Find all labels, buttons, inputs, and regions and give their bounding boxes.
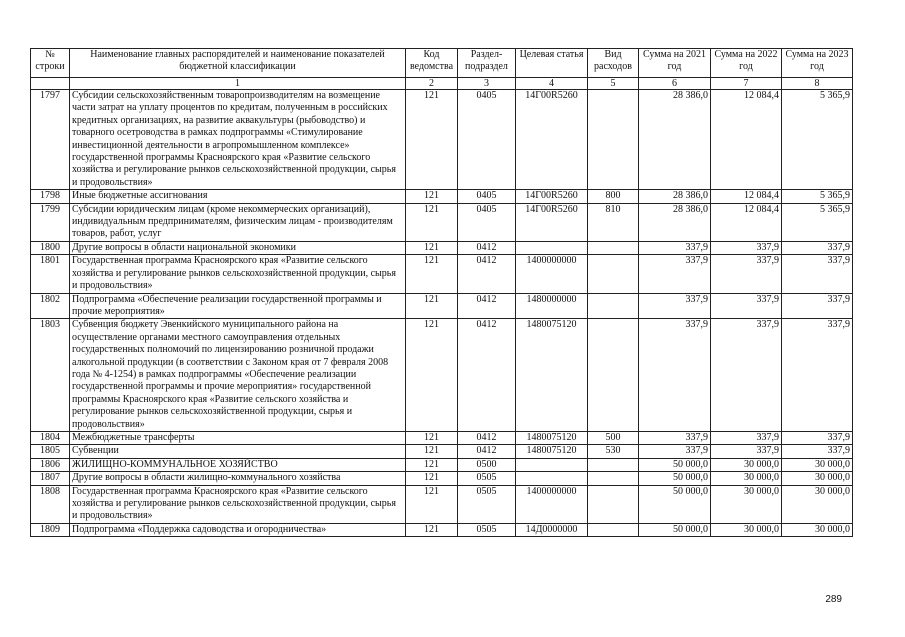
row-sum-2022: 30 000,0 bbox=[711, 485, 782, 523]
column-number: 7 bbox=[711, 78, 782, 90]
row-name: Подпрограмма «Обеспечение реализации государственной программы и прочие мероприятия» bbox=[70, 293, 406, 319]
column-number: 1 bbox=[70, 78, 406, 90]
row-razdel: 0412 bbox=[458, 319, 516, 432]
row-razdel: 0505 bbox=[458, 485, 516, 523]
row-sum-2021: 28 386,0 bbox=[639, 90, 711, 190]
row-number: 1803 bbox=[31, 319, 70, 432]
table-row bbox=[31, 203, 853, 241]
row-target: 1400000000 bbox=[516, 485, 588, 523]
row-target: 1400000000 bbox=[516, 255, 588, 293]
row-ved: 121 bbox=[406, 431, 458, 444]
row-vr bbox=[588, 255, 639, 293]
column-number: 4 bbox=[516, 78, 588, 90]
row-number: 1807 bbox=[31, 472, 70, 485]
header-row bbox=[31, 49, 853, 78]
row-target: 14Г00R5260 bbox=[516, 90, 588, 190]
row-sum-2022: 337,9 bbox=[711, 445, 782, 458]
row-sum-2023: 337,9 bbox=[782, 241, 853, 254]
row-vr bbox=[588, 241, 639, 254]
row-razdel: 0412 bbox=[458, 431, 516, 444]
row-vr bbox=[588, 458, 639, 471]
row-sum-2023: 337,9 bbox=[782, 431, 853, 444]
row-number: 1808 bbox=[31, 485, 70, 523]
row-sum-2022: 337,9 bbox=[711, 293, 782, 319]
row-sum-2023: 5 365,9 bbox=[782, 203, 853, 241]
row-sum-2022: 30 000,0 bbox=[711, 458, 782, 471]
table-row bbox=[31, 523, 853, 536]
row-name: Подпрограмма «Поддержка садоводства и огородничества» bbox=[70, 523, 406, 536]
row-sum-2022: 337,9 bbox=[711, 431, 782, 444]
row-razdel: 0412 bbox=[458, 293, 516, 319]
row-number: 1799 bbox=[31, 203, 70, 241]
header-cell-name: Наименование главных распорядителей и наименование показателей бюджетной классификации bbox=[70, 49, 406, 78]
header-cell-ved: Код ведомства bbox=[406, 49, 458, 78]
row-vr bbox=[588, 485, 639, 523]
table-row bbox=[31, 319, 853, 432]
table-row bbox=[31, 445, 853, 458]
header-cell-2023: Сумма на 2023 год bbox=[782, 49, 853, 78]
table-row bbox=[31, 458, 853, 471]
row-target bbox=[516, 241, 588, 254]
row-vr bbox=[588, 472, 639, 485]
header-cell-vr: Вид расходов bbox=[588, 49, 639, 78]
row-sum-2022: 12 084,4 bbox=[711, 203, 782, 241]
table-body bbox=[31, 90, 853, 537]
row-sum-2021: 50 000,0 bbox=[639, 485, 711, 523]
row-ved: 121 bbox=[406, 90, 458, 190]
row-name: Государственная программа Красноярского края «Развитие сельского хозяйства и регулирование рынков сельскохозяйственной продукции, сырья и продовольствия» bbox=[70, 485, 406, 523]
row-name: Межбюджетные трансферты bbox=[70, 431, 406, 444]
table-row bbox=[31, 190, 853, 203]
row-sum-2022: 337,9 bbox=[711, 319, 782, 432]
header-cell-2021: Сумма на 2021 год bbox=[639, 49, 711, 78]
row-name: Государственная программа Красноярского края «Развитие сельского хозяйства и регулирование рынков сельскохозяйственной продукции, сырья и продовольствия» bbox=[70, 255, 406, 293]
row-ved: 121 bbox=[406, 472, 458, 485]
row-sum-2021: 337,9 bbox=[639, 319, 711, 432]
row-name: Субсидии сельскохозяйственным товаропроизводителям на возмещение части затрат на уплату процентов по кредитам, полученным в российских кредитных организациях, на развитие аквакультуры (рыбоводство) и товарного осетроводства в рамках подпрограммы «Стимулирование инвестиционной деятельности в агропромышленном комплексе» государственной программы Красноярского края «Развитие сельского хозяйства и регулирование рынков сельскохозяйственной продукции, сырья и продовольствия» bbox=[70, 90, 406, 190]
header-cell-razdel: Раздел-подраздел bbox=[458, 49, 516, 78]
row-vr bbox=[588, 90, 639, 190]
row-target: 1480075120 bbox=[516, 319, 588, 432]
row-sum-2023: 5 365,9 bbox=[782, 190, 853, 203]
row-ved: 121 bbox=[406, 445, 458, 458]
row-sum-2022: 12 084,4 bbox=[711, 90, 782, 190]
column-number: 6 bbox=[639, 78, 711, 90]
row-vr: 800 bbox=[588, 190, 639, 203]
header-cell-cs: Целевая статья bbox=[516, 49, 588, 78]
row-target: 1480075120 bbox=[516, 445, 588, 458]
row-number: 1809 bbox=[31, 523, 70, 536]
row-vr: 810 bbox=[588, 203, 639, 241]
row-vr bbox=[588, 293, 639, 319]
row-vr bbox=[588, 523, 639, 536]
column-number: 3 bbox=[458, 78, 516, 90]
row-name: Другие вопросы в области жилищно-коммунального хозяйства bbox=[70, 472, 406, 485]
table-row bbox=[31, 241, 853, 254]
row-name: Субсидии юридическим лицам (кроме некоммерческих организаций), индивидуальным предпринимателям, физическим лицам - производителям товаров, работ, услуг bbox=[70, 203, 406, 241]
header-cell-2022: Сумма на 2022 год bbox=[711, 49, 782, 78]
row-number: 1800 bbox=[31, 241, 70, 254]
row-target: 1480000000 bbox=[516, 293, 588, 319]
row-sum-2023: 30 000,0 bbox=[782, 485, 853, 523]
table-row bbox=[31, 90, 853, 190]
row-sum-2023: 30 000,0 bbox=[782, 523, 853, 536]
column-number-row bbox=[31, 78, 853, 90]
row-name: ЖИЛИЩНО-КОММУНАЛЬНОЕ ХОЗЯЙСТВО bbox=[70, 458, 406, 471]
row-ved: 121 bbox=[406, 190, 458, 203]
row-sum-2021: 337,9 bbox=[639, 293, 711, 319]
row-ved: 121 bbox=[406, 241, 458, 254]
row-sum-2021: 50 000,0 bbox=[639, 523, 711, 536]
row-razdel: 0505 bbox=[458, 472, 516, 485]
row-ved: 121 bbox=[406, 255, 458, 293]
row-number: 1806 bbox=[31, 458, 70, 471]
row-name: Субвенции bbox=[70, 445, 406, 458]
row-sum-2022: 12 084,4 bbox=[711, 190, 782, 203]
row-ved: 121 bbox=[406, 523, 458, 536]
table-row bbox=[31, 293, 853, 319]
row-sum-2021: 337,9 bbox=[639, 255, 711, 293]
row-razdel: 0505 bbox=[458, 523, 516, 536]
row-target: 14Г00R5260 bbox=[516, 203, 588, 241]
row-sum-2021: 28 386,0 bbox=[639, 190, 711, 203]
row-sum-2021: 337,9 bbox=[639, 241, 711, 254]
row-ved: 121 bbox=[406, 319, 458, 432]
row-sum-2021: 50 000,0 bbox=[639, 458, 711, 471]
row-vr: 530 bbox=[588, 445, 639, 458]
row-sum-2023: 30 000,0 bbox=[782, 472, 853, 485]
row-ved: 121 bbox=[406, 203, 458, 241]
row-sum-2021: 50 000,0 bbox=[639, 472, 711, 485]
row-razdel: 0500 bbox=[458, 458, 516, 471]
row-razdel: 0405 bbox=[458, 203, 516, 241]
row-sum-2023: 337,9 bbox=[782, 445, 853, 458]
row-sum-2023: 337,9 bbox=[782, 319, 853, 432]
row-sum-2022: 337,9 bbox=[711, 241, 782, 254]
row-sum-2021: 28 386,0 bbox=[639, 203, 711, 241]
column-number: 5 bbox=[588, 78, 639, 90]
column-number bbox=[31, 78, 70, 90]
row-number: 1802 bbox=[31, 293, 70, 319]
budget-table bbox=[30, 48, 853, 537]
row-sum-2023: 5 365,9 bbox=[782, 90, 853, 190]
column-number: 8 bbox=[782, 78, 853, 90]
row-target: 1480075120 bbox=[516, 431, 588, 444]
row-sum-2022: 337,9 bbox=[711, 255, 782, 293]
row-sum-2022: 30 000,0 bbox=[711, 472, 782, 485]
row-ved: 121 bbox=[406, 485, 458, 523]
row-number: 1804 bbox=[31, 431, 70, 444]
row-sum-2023: 337,9 bbox=[782, 255, 853, 293]
row-vr: 500 bbox=[588, 431, 639, 444]
row-razdel: 0405 bbox=[458, 90, 516, 190]
row-ved: 121 bbox=[406, 458, 458, 471]
row-razdel: 0412 bbox=[458, 445, 516, 458]
header-cell-num: № строки bbox=[31, 49, 70, 78]
row-number: 1798 bbox=[31, 190, 70, 203]
row-razdel: 0412 bbox=[458, 241, 516, 254]
row-sum-2023: 337,9 bbox=[782, 293, 853, 319]
row-name: Иные бюджетные ассигнования bbox=[70, 190, 406, 203]
table-row bbox=[31, 431, 853, 444]
row-target bbox=[516, 472, 588, 485]
row-razdel: 0412 bbox=[458, 255, 516, 293]
row-number: 1797 bbox=[31, 90, 70, 190]
row-number: 1805 bbox=[31, 445, 70, 458]
row-ved: 121 bbox=[406, 293, 458, 319]
row-sum-2022: 30 000,0 bbox=[711, 523, 782, 536]
row-razdel: 0405 bbox=[458, 190, 516, 203]
table-row bbox=[31, 255, 853, 293]
table-row bbox=[31, 472, 853, 485]
page-number: 289 bbox=[825, 594, 842, 605]
row-target bbox=[516, 458, 588, 471]
row-sum-2021: 337,9 bbox=[639, 431, 711, 444]
table-row bbox=[31, 485, 853, 523]
row-target: 14Г00R5260 bbox=[516, 190, 588, 203]
row-vr bbox=[588, 319, 639, 432]
row-sum-2021: 337,9 bbox=[639, 445, 711, 458]
row-target: 14Д0000000 bbox=[516, 523, 588, 536]
row-name: Другие вопросы в области национальной экономики bbox=[70, 241, 406, 254]
row-name: Субвенция бюджету Эвенкийского муниципального района на осуществление органами местного самоуправления отдельных государственных полномочий по лицензированию розничной продажи алкогольной продукции (в соответствии с Законом края от 7 февраля 2008 года № 4-1254) в рамках подпрограммы «Обеспечение реализации государственной программы и прочие мероприятия» государственной программы Красноярского края «Развитие сельского хозяйства и регулирование рынков сельскохозяйственной продукции, сырья и продовольствия» bbox=[70, 319, 406, 432]
document-page bbox=[30, 48, 852, 537]
row-number: 1801 bbox=[31, 255, 70, 293]
column-number: 2 bbox=[406, 78, 458, 90]
row-sum-2023: 30 000,0 bbox=[782, 458, 853, 471]
